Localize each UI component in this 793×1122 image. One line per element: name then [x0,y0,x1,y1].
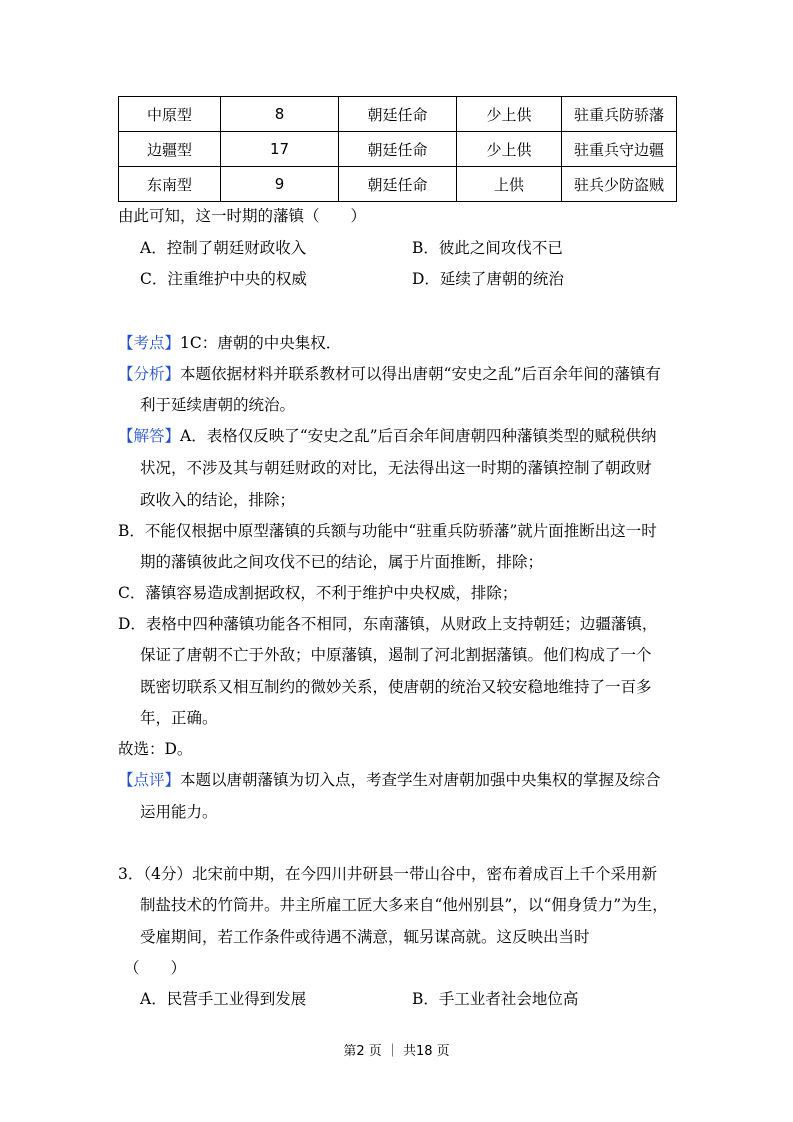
jieda-tag: 【解答】 [118,427,181,445]
table-row [119,97,677,132]
option-b: B．彼此之间攻伐不已 [412,239,563,257]
table-row [119,167,677,202]
kaodian-tag: 【考点】 [118,334,181,352]
page-footer: 第2 页 ｜ 共18 页 [343,1044,450,1059]
table-cell: 朝廷任命 [339,97,457,132]
table-cell: 边疆型 [119,132,221,167]
fenxi-section [118,364,661,384]
dianping-tag: 【点评】 [118,771,181,789]
option-a: A．控制了朝廷财政收入 [140,239,307,257]
table-cell: 9 [221,167,339,202]
table-row [119,132,677,167]
table-cell: 朝廷任命 [339,167,457,202]
kaodian-text: 1C：唐朝的中央集权． [180,334,342,352]
table-cell: 东南型 [119,167,221,202]
q3-option-a: A．民营手工业得到发展 [140,990,307,1008]
q3-stem-cont: 受雇期间，若工作条件或待遇不满意，辄另谋高就。这反映出当时 [140,928,590,946]
jieda-d: D．表格中四种藩镇功能各不相同，东南藩镇，从财政上支持朝廷；边疆藩镇， [118,615,658,633]
q3-option-b: B．手工业者社会地位高 [412,990,579,1008]
dianping-section [118,770,661,790]
jieda-text-cont: 政收入的结论，排除； [140,491,296,509]
q3-stem: 3．（4分）北宋前中期，在今四川井研县一带山谷中，密布着成百上千个采用新 [118,865,657,883]
jieda-b-cont: 期的藩镇彼此之间攻伐不已的结论，属于片面推断，排除； [140,553,544,571]
fenxi-text-cont: 利于延续唐朝的统治。 [140,396,296,414]
jieda-section [118,426,657,446]
answer: 故选：D。 [118,740,193,758]
option-c: C．注重维护中央的权威 [140,270,307,288]
table-cell: 朝廷任命 [339,132,457,167]
jieda-text: A．表格仅反映了“安史之乱”后百余年间唐朝四种藩镇类型的赋税供纳 [180,427,657,445]
jieda-b: B．不能仅根据中原型藩镇的兵额与功能中“驻重兵防骄藩”就片面推断出这一时 [118,522,657,540]
table-cell: 驻重兵守边疆 [562,132,677,167]
dianping-text-cont: 运用能力。 [140,803,218,821]
jieda-d-cont: 既密切联系又相互制约的微妙关系，使唐朝的统治又较安稳地维持了一百多 [140,678,652,696]
table-cell: 少上供 [457,97,562,132]
jieda-d-cont: 保证了唐朝不亡于外敌；中原藩镇，遏制了河北割据藩镇。他们构成了一个 [140,646,652,664]
dianping-text: 本题以唐朝藩镇为切入点，考查学生对唐朝加强中央集权的掌握及综合 [180,771,661,789]
fanzhen-table [118,96,677,202]
table-cell: 驻重兵防骄藩 [562,97,677,132]
jieda-text-cont: 状况，不涉及其与朝廷财政的对比，无法得出这一时期的藩镇控制了朝政财 [140,459,652,477]
table-cell: 驻兵少防盗贼 [562,167,677,202]
jieda-c: C．藩镇容易造成割据政权，不利于维护中央权威，排除； [118,584,518,602]
q3-stem-cont: 制盐技术的竹筒井。井主所雇工匠大多来自“他州别县”，以“佣身赁力”为生， [140,896,668,914]
question-stem: 由此可知，这一时期的藩镇（ ） [118,207,367,225]
table-cell: 8 [221,97,339,132]
jieda-d-cont: 年，正确。 [140,709,218,727]
option-d: D．延续了唐朝的统治 [412,270,564,288]
table-cell: 上供 [457,167,562,202]
table-cell: 少上供 [457,132,562,167]
q3-bracket: （ ） [124,959,187,977]
table-cell: 中原型 [119,97,221,132]
fenxi-text: 本题依据材料并联系教材可以得出唐朝“安史之乱”后百余年间的藩镇有 [180,365,661,383]
kaodian-section [118,333,341,353]
fenxi-tag: 【分析】 [118,365,181,383]
table-cell: 17 [221,132,339,167]
